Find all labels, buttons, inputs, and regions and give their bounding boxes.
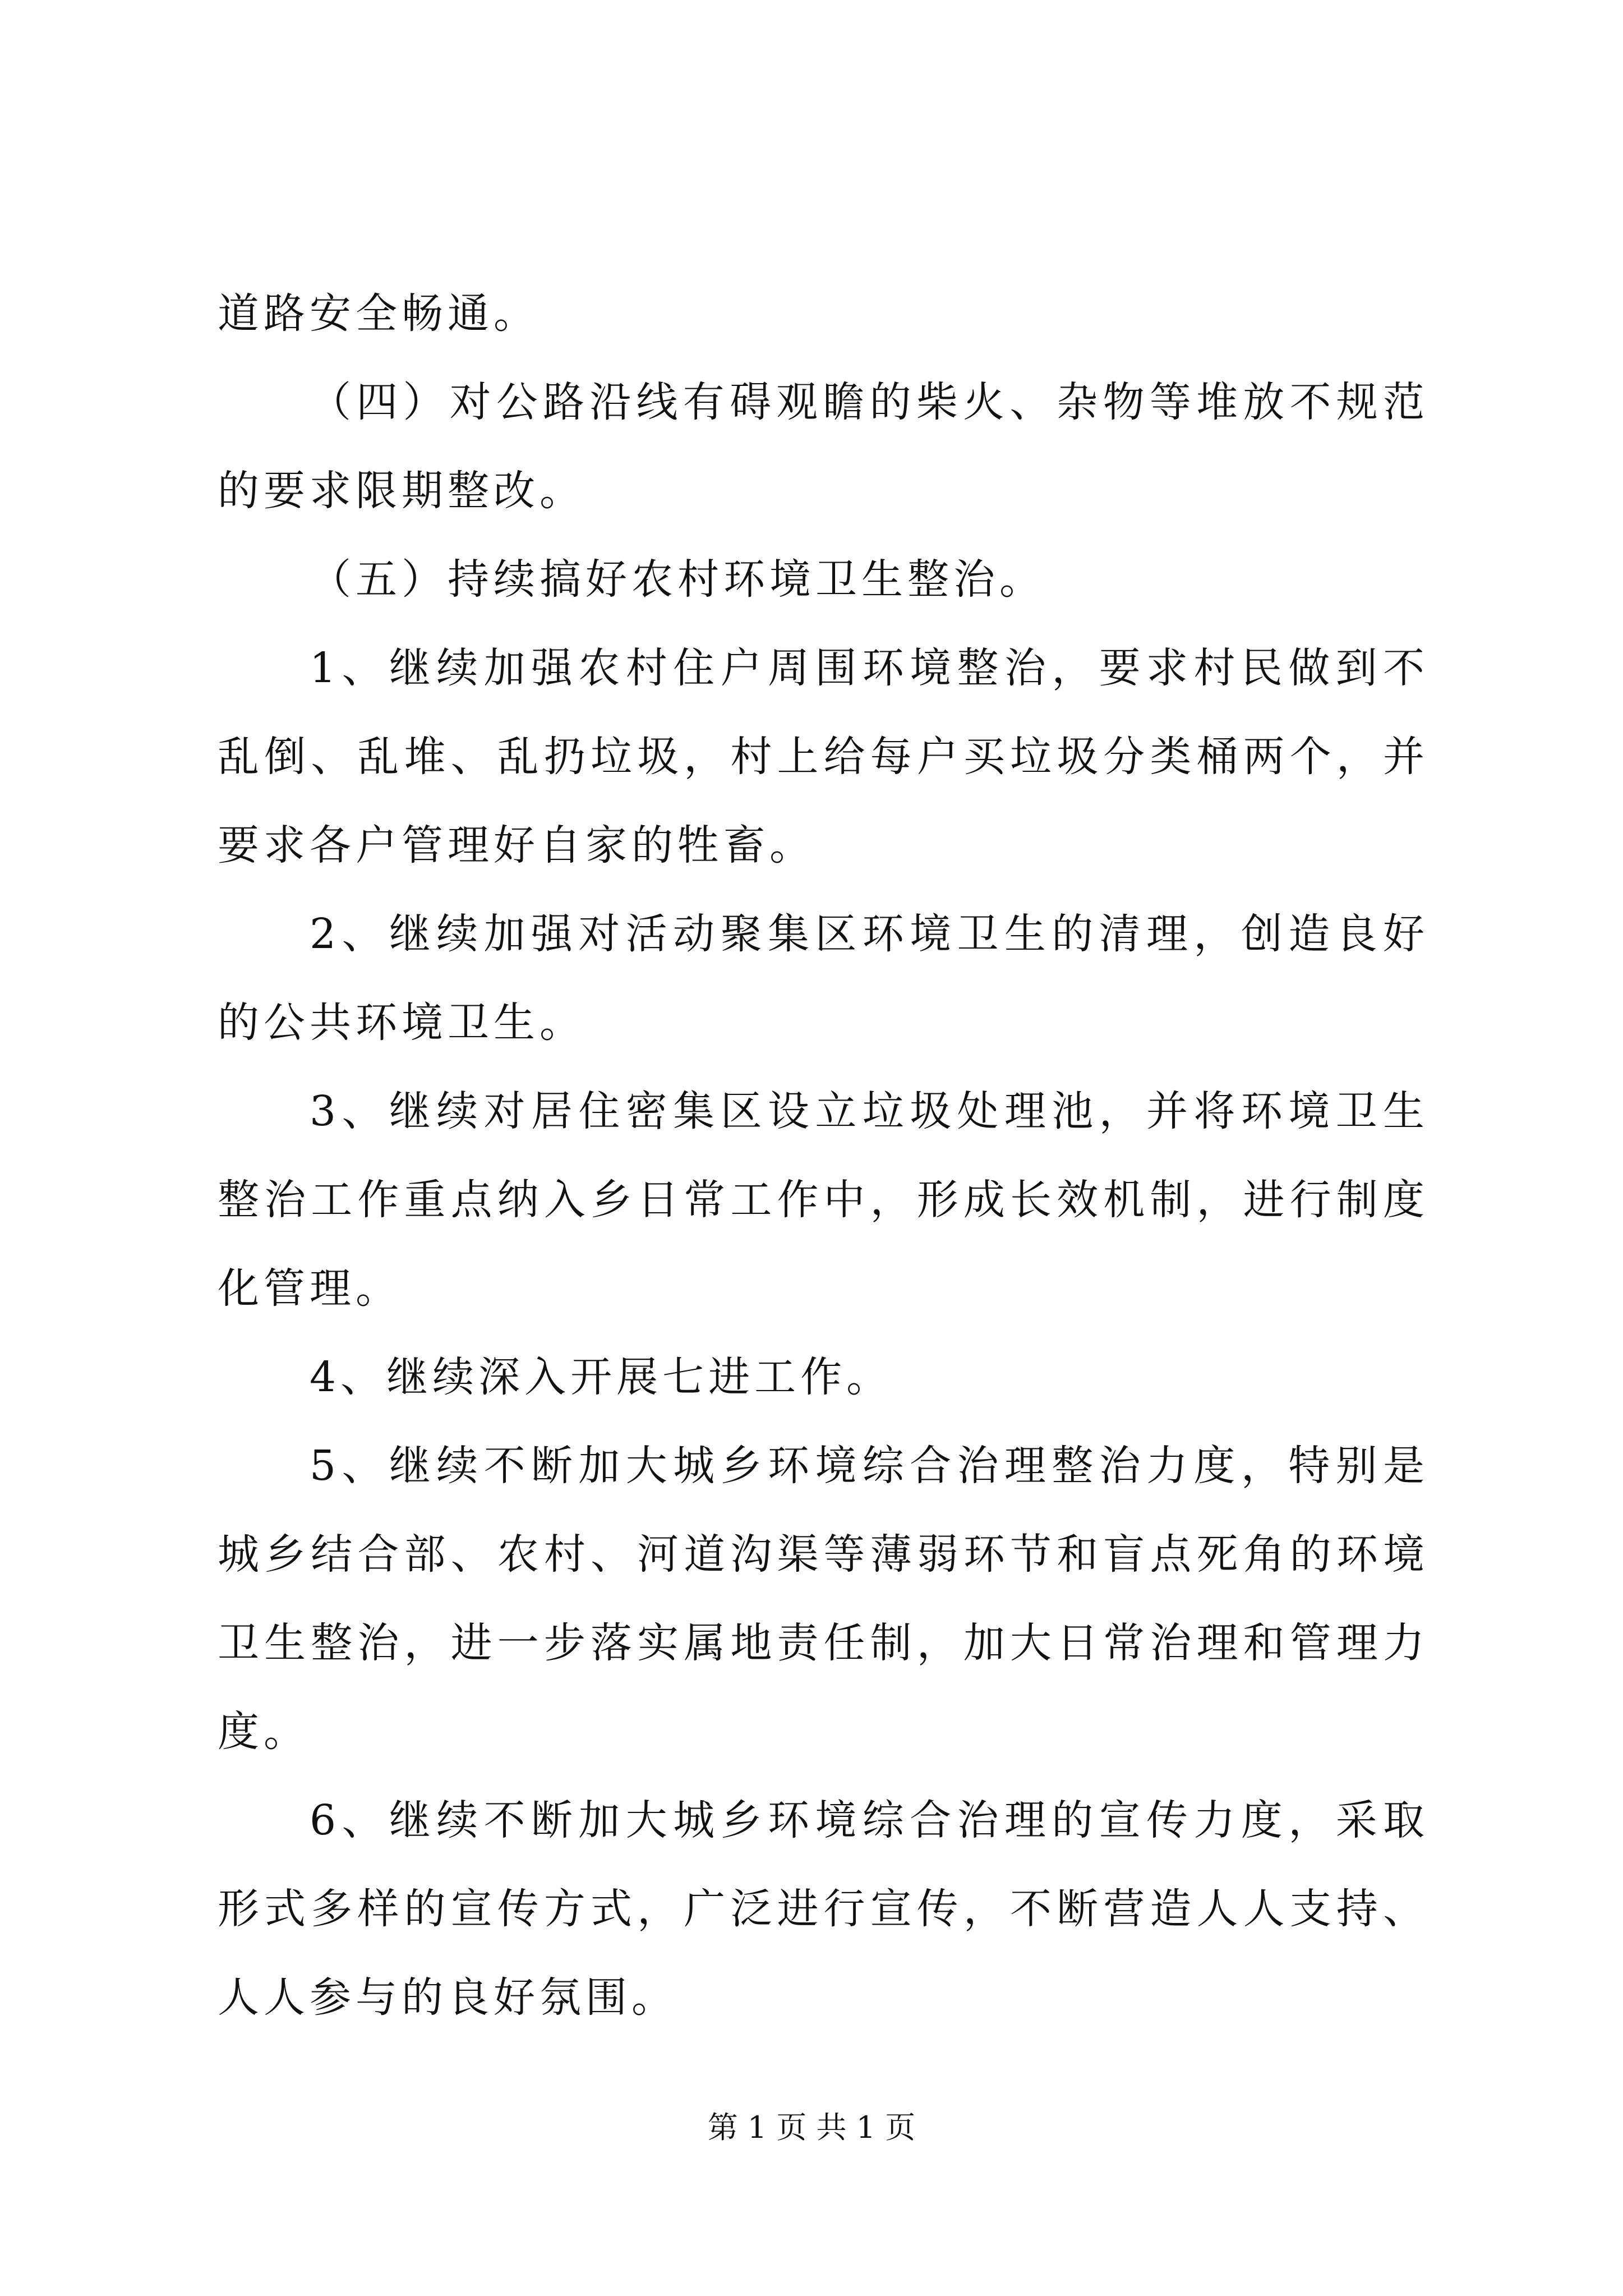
paragraph-continuation: 道路安全畅通。 (218, 289, 540, 338)
paragraph-item-4: 4、继续深入开展七进工作。 (310, 1353, 893, 1401)
paragraph-item-2: 2、继续加强对活动聚集区环境卫生的清理，创造良好的公共环境卫生。 (218, 910, 1429, 1047)
page-number-footer: 第 1 页 共 1 页 (707, 2110, 916, 2145)
document-body (218, 269, 1429, 2042)
paragraph-item-3: 3、继续对居住密集区设立垃圾处理池，并将环境卫生整治工作重点纳入乡日常工作中，形成长效机制，进行制度化管理。 (218, 1087, 1429, 1313)
paragraph-section-4: （四）对公路沿线有碍观瞻的柴火、杂物等堆放不规范的要求限期整改。 (218, 378, 1429, 515)
paragraph-item-6: 6、继续不断加大城乡环境综合治理的宣传力度，采取形式多样的宣传方式，广泛进行宣传，不断营造人人支持、人人参与的良好氛围。 (218, 1796, 1429, 2022)
paragraph-item-5: 5、继续不断加大城乡环境综合治理整治力度，特别是城乡结合部、农村、河道沟渠等薄弱环节和盲点死角的环境卫生整治，进一步落实属地责任制，加大日常治理和管理力度。 (218, 1442, 1429, 1756)
paragraph-item-1: 1、继续加强农村住户周围环境整治，要求村民做到不乱倒、乱堆、乱扔垃圾，村上给每户买垃圾分类桶两个，并要求各户管理好自家的牲畜。 (218, 644, 1429, 869)
paragraph-section-5: （五）持续搞好农村环境卫生整治。 (310, 555, 1045, 604)
